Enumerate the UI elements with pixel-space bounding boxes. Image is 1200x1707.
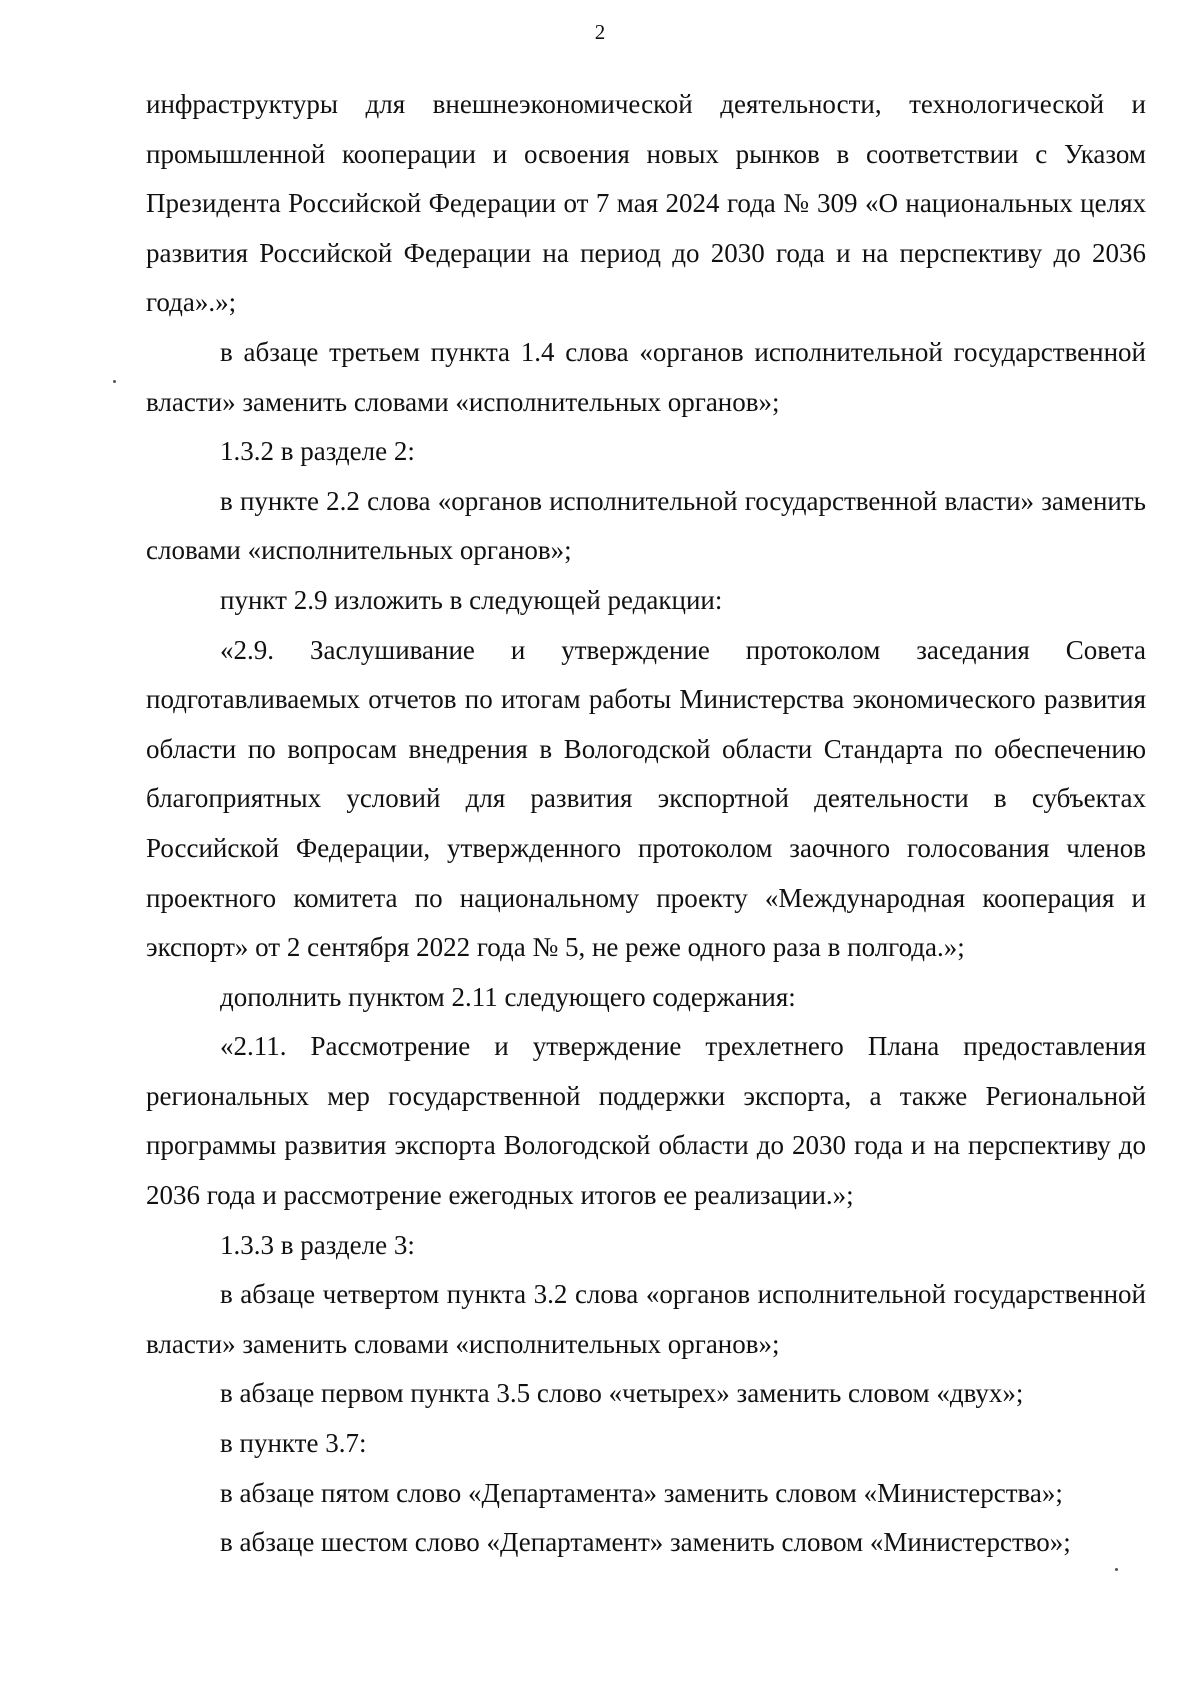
paragraph-item-2-2: в пункте 2.2 слова «органов исполнительной государственной власти» заменить словами «исполнительных органов»; [146,485,1146,566]
paragraph-item-3-7-intro: в пункте 3.7: [220,1428,367,1459]
section-heading-1-3-3: 1.3.3 в разделе 3: [220,1229,415,1260]
document-body [146,80,1146,1568]
paragraph-item-3-7-sixth: в абзаце шестом слово «Департамент» заменить словом «Министерство»; [220,1527,1071,1558]
paragraph-item-3-2: в абзаце четвертом пункта 3.2 слова «органов исполнительной государственной власти» заменить словами «исполнительных органов»; [146,1279,1146,1359]
paragraph-item-2-11-text: «2.11. Рассмотрение и утверждение трехлетнего Плана предоставления региональных мер государственной поддержки экспорта, а также Региональной программы развития экспорта Вологодской области до 2030 года и на перспективу до 2036 года и рассмотрение ежегодных итогов ее реализации.»; [146,1031,1146,1211]
paragraph-item-2-11-intro: дополнить пунктом 2.11 следующего содержания: [220,981,796,1012]
paragraph-item-1-4: в абзаце третьем пункта 1.4 слова «органов исполнительной государственной власти» заменить словами «исполнительных органов»; [146,336,1146,417]
page-number: 2 [594,20,606,44]
paragraph-item-3-7-fifth: в абзаце пятом слово «Департамента» заменить словом «Министерства»; [220,1477,1063,1508]
paragraph-item-2-9-text: «2.9. Заслушивание и утверждение протоколом заседания Совета подготавливаемых отчетов по итогам работы Министерства экономического развития области по вопросам внедрения в Вологодской области Стандарта по обеспечению благоприятных условий для развития экспортной деятельности в субъектах Российской Федерации, утвержденного протоколом заочного голосования членов проектного комитета по национальному проекту «Международная кооперация и экспорт» от 2 сентября 2022 года № 5, не реже одного раза в полгода.»; [146,634,1146,963]
scan-speck [1115,1568,1118,1571]
paragraph-item-3-5: в абзаце первом пункта 3.5 слово «четырех» заменить словом «двух»; [220,1378,1024,1409]
section-heading-1-3-2: 1.3.2 в разделе 2: [220,436,415,467]
paragraph-item-2-9-intro: пункт 2.9 изложить в следующей редакции: [220,584,723,615]
scan-speck [113,380,116,383]
paragraph-continuation: инфраструктуры для внешнеэкономической деятельности, технологической и промышленной кооперации и освоения новых рынков в соответствии с Указом Президента Российской Федерации от 7 мая 2024 года № 309 «О национальных целях развития Российской Федерации на период до 2030 года и на перспективу до 2036 года».»; [146,89,1146,318]
